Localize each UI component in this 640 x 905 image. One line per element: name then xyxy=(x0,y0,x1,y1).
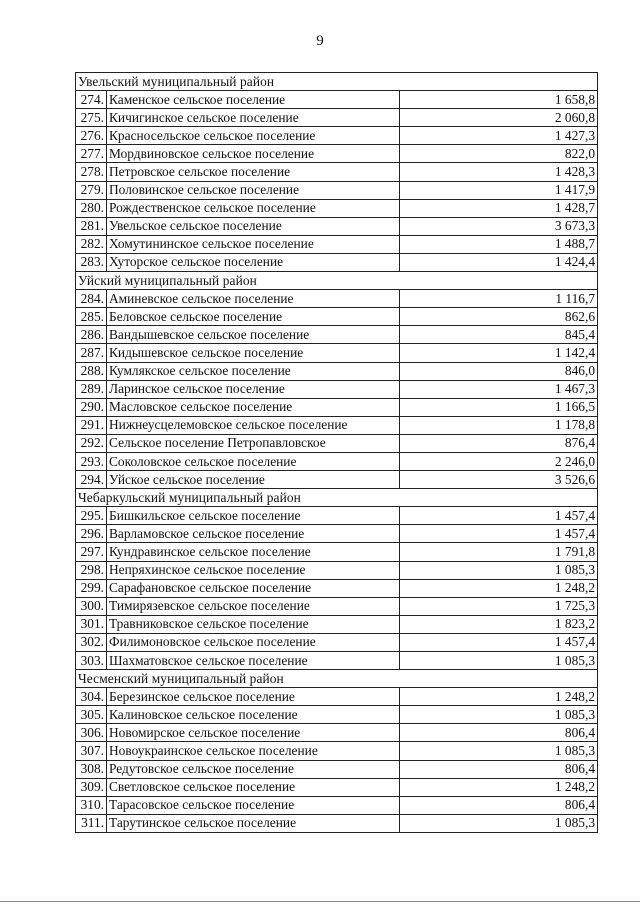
settlement-name: Тимирязевское сельское поселение xyxy=(107,597,400,615)
row-number: 281. xyxy=(76,217,107,235)
settlement-value: 1 658,8 xyxy=(400,91,598,109)
settlement-value: 846,0 xyxy=(400,362,598,380)
settlement-value: 1 248,2 xyxy=(400,579,598,597)
district-row xyxy=(76,73,598,91)
settlement-name: Непряхинское сельское поселение xyxy=(107,561,400,579)
settlement-name: Травниковское сельское поселение xyxy=(107,615,400,633)
table-row xyxy=(76,633,598,651)
district-name: Уйский муниципальный район xyxy=(76,272,598,290)
settlement-name: Хомутининское сельское поселение xyxy=(107,235,400,253)
settlement-value: 1 085,3 xyxy=(400,652,598,670)
row-number: 306. xyxy=(76,724,107,742)
settlement-name: Кумлякское сельское поселение xyxy=(107,362,400,380)
table-row xyxy=(76,814,598,832)
table-row xyxy=(76,181,598,199)
settlement-value: 822,0 xyxy=(400,145,598,163)
settlement-name: Калиновское сельское поселение xyxy=(107,706,400,724)
district-name: Увельский муниципальный район xyxy=(76,73,598,91)
row-number: 279. xyxy=(76,181,107,199)
page-number: 9 xyxy=(316,33,324,49)
row-number: 295. xyxy=(76,507,107,525)
row-number: 278. xyxy=(76,163,107,181)
settlement-name: Тарасовское сельское поселение xyxy=(107,796,400,814)
district-row xyxy=(76,670,598,688)
district-name: Чесменский муниципальный район xyxy=(76,670,598,688)
district-row xyxy=(76,489,598,507)
settlement-value: 845,4 xyxy=(400,326,598,344)
settlement-value: 2 060,8 xyxy=(400,109,598,127)
settlement-name: Масловское сельское поселение xyxy=(107,398,400,416)
table-row xyxy=(76,688,598,706)
settlement-value: 1 424,4 xyxy=(400,253,598,271)
settlement-name: Вандышевское сельское поселение xyxy=(107,326,400,344)
settlement-name: Хуторское сельское поселение xyxy=(107,253,400,271)
settlement-value: 1 085,3 xyxy=(400,706,598,724)
settlement-name: Варламовское сельское поселение xyxy=(107,525,400,543)
settlement-name: Петровское сельское поселение xyxy=(107,163,400,181)
table-row xyxy=(76,652,598,670)
row-number: 298. xyxy=(76,561,107,579)
row-number: 275. xyxy=(76,109,107,127)
table-row xyxy=(76,543,598,561)
table-row xyxy=(76,326,598,344)
table-row xyxy=(76,145,598,163)
settlement-name: Сельское поселение Петропавловское xyxy=(107,434,400,452)
settlement-name: Аминевское сельское поселение xyxy=(107,290,400,308)
table-row xyxy=(76,362,598,380)
row-number: 283. xyxy=(76,253,107,271)
settlement-value: 1 085,3 xyxy=(400,814,598,832)
table-row xyxy=(76,615,598,633)
settlement-value: 1 488,7 xyxy=(400,235,598,253)
row-number: 299. xyxy=(76,579,107,597)
settlement-name: Бишкильское сельское поселение xyxy=(107,507,400,525)
row-number: 311. xyxy=(76,814,107,832)
table-row xyxy=(76,199,598,217)
settlement-value: 1 428,7 xyxy=(400,199,598,217)
table-row xyxy=(76,724,598,742)
row-number: 276. xyxy=(76,127,107,145)
settlement-name: Новомирское сельское поселение xyxy=(107,724,400,742)
table-row xyxy=(76,525,598,543)
row-number: 303. xyxy=(76,652,107,670)
settlement-name: Кичигинское сельское поселение xyxy=(107,109,400,127)
row-number: 286. xyxy=(76,326,107,344)
settlement-name: Мордвиновское сельское поселение xyxy=(107,145,400,163)
row-number: 291. xyxy=(76,416,107,434)
settlement-value: 1 166,5 xyxy=(400,398,598,416)
settlement-value: 1 457,4 xyxy=(400,525,598,543)
settlement-value: 862,6 xyxy=(400,308,598,326)
table-row xyxy=(76,561,598,579)
row-number: 297. xyxy=(76,543,107,561)
settlement-name: Новоукраинское сельское поселение xyxy=(107,742,400,760)
settlement-name: Редутовское сельское поселение xyxy=(107,760,400,778)
settlement-value: 1 428,3 xyxy=(400,163,598,181)
table-row xyxy=(76,706,598,724)
table-row xyxy=(76,778,598,796)
table-row xyxy=(76,579,598,597)
settlement-value: 1 248,2 xyxy=(400,778,598,796)
settlement-name: Филимоновское сельское поселение xyxy=(107,633,400,651)
settlement-name: Кидышевское сельское поселение xyxy=(107,344,400,362)
table-row xyxy=(76,163,598,181)
row-number: 309. xyxy=(76,778,107,796)
settlement-name: Шахматовское сельское поселение xyxy=(107,652,400,670)
settlement-value: 806,4 xyxy=(400,760,598,778)
row-number: 289. xyxy=(76,380,107,398)
district-row xyxy=(76,272,598,290)
table-row xyxy=(76,434,598,452)
settlement-value: 806,4 xyxy=(400,796,598,814)
row-number: 310. xyxy=(76,796,107,814)
table-row xyxy=(76,217,598,235)
settlement-name: Нижнеусцелемовское сельское поселение xyxy=(107,416,400,434)
table-row xyxy=(76,253,598,271)
row-number: 304. xyxy=(76,688,107,706)
settlement-name: Беловское сельское поселение xyxy=(107,308,400,326)
row-number: 300. xyxy=(76,597,107,615)
settlement-name: Сарафановское сельское поселение xyxy=(107,579,400,597)
table-row xyxy=(76,344,598,362)
row-number: 305. xyxy=(76,706,107,724)
settlement-name: Березинское сельское поселение xyxy=(107,688,400,706)
table-row xyxy=(76,742,598,760)
table-row xyxy=(76,308,598,326)
settlement-value: 1 085,3 xyxy=(400,742,598,760)
table-row xyxy=(76,109,598,127)
settlement-name: Увельское сельское поселение xyxy=(107,217,400,235)
settlement-value: 1 178,8 xyxy=(400,416,598,434)
table-row xyxy=(76,452,598,470)
settlement-name: Тарутинское сельское поселение xyxy=(107,814,400,832)
settlement-value: 1 467,3 xyxy=(400,380,598,398)
settlement-name: Ларинское сельское поселение xyxy=(107,380,400,398)
row-number: 294. xyxy=(76,471,107,489)
settlement-value: 1 791,8 xyxy=(400,543,598,561)
settlement-value: 1 457,4 xyxy=(400,633,598,651)
settlement-value: 3 526,6 xyxy=(400,471,598,489)
table-row xyxy=(76,91,598,109)
table-row xyxy=(76,597,598,615)
row-number: 293. xyxy=(76,452,107,470)
table-row xyxy=(76,471,598,489)
settlement-value: 806,4 xyxy=(400,724,598,742)
table-row xyxy=(76,796,598,814)
settlement-name: Половинское сельское поселение xyxy=(107,181,400,199)
settlements-table xyxy=(75,72,598,833)
table-row xyxy=(76,127,598,145)
row-number: 307. xyxy=(76,742,107,760)
settlement-name: Рождественское сельское поселение xyxy=(107,199,400,217)
row-number: 302. xyxy=(76,633,107,651)
row-number: 308. xyxy=(76,760,107,778)
settlement-name: Каменское сельское поселение xyxy=(107,91,400,109)
row-number: 287. xyxy=(76,344,107,362)
settlement-value: 3 673,3 xyxy=(400,217,598,235)
settlement-value: 1 248,2 xyxy=(400,688,598,706)
settlement-value: 1 116,7 xyxy=(400,290,598,308)
settlement-value: 876,4 xyxy=(400,434,598,452)
row-number: 274. xyxy=(76,91,107,109)
settlement-value: 1 457,4 xyxy=(400,507,598,525)
row-number: 280. xyxy=(76,199,107,217)
settlement-value: 1 725,3 xyxy=(400,597,598,615)
page-bottom-rule xyxy=(0,901,640,902)
table-row xyxy=(76,416,598,434)
row-number: 288. xyxy=(76,362,107,380)
settlement-value: 1 142,4 xyxy=(400,344,598,362)
table-row xyxy=(76,398,598,416)
settlement-value: 1 823,2 xyxy=(400,615,598,633)
row-number: 284. xyxy=(76,290,107,308)
district-name: Чебаркульский муниципальный район xyxy=(76,489,598,507)
table-row xyxy=(76,235,598,253)
settlement-value: 1 417,9 xyxy=(400,181,598,199)
table-row xyxy=(76,507,598,525)
settlement-name: Кундравинское сельское поселение xyxy=(107,543,400,561)
row-number: 301. xyxy=(76,615,107,633)
settlement-name: Уйское сельское поселение xyxy=(107,471,400,489)
settlement-name: Светловское сельское поселение xyxy=(107,778,400,796)
table-body xyxy=(76,73,598,833)
settlement-name: Соколовское сельское поселение xyxy=(107,452,400,470)
row-number: 285. xyxy=(76,308,107,326)
row-number: 277. xyxy=(76,145,107,163)
settlement-value: 1 427,3 xyxy=(400,127,598,145)
table-row xyxy=(76,760,598,778)
row-number: 290. xyxy=(76,398,107,416)
row-number: 282. xyxy=(76,235,107,253)
row-number: 292. xyxy=(76,434,107,452)
settlement-value: 2 246,0 xyxy=(400,452,598,470)
settlement-value: 1 085,3 xyxy=(400,561,598,579)
row-number: 296. xyxy=(76,525,107,543)
settlement-name: Красносельское сельское поселение xyxy=(107,127,400,145)
table-row xyxy=(76,290,598,308)
table-row xyxy=(76,380,598,398)
